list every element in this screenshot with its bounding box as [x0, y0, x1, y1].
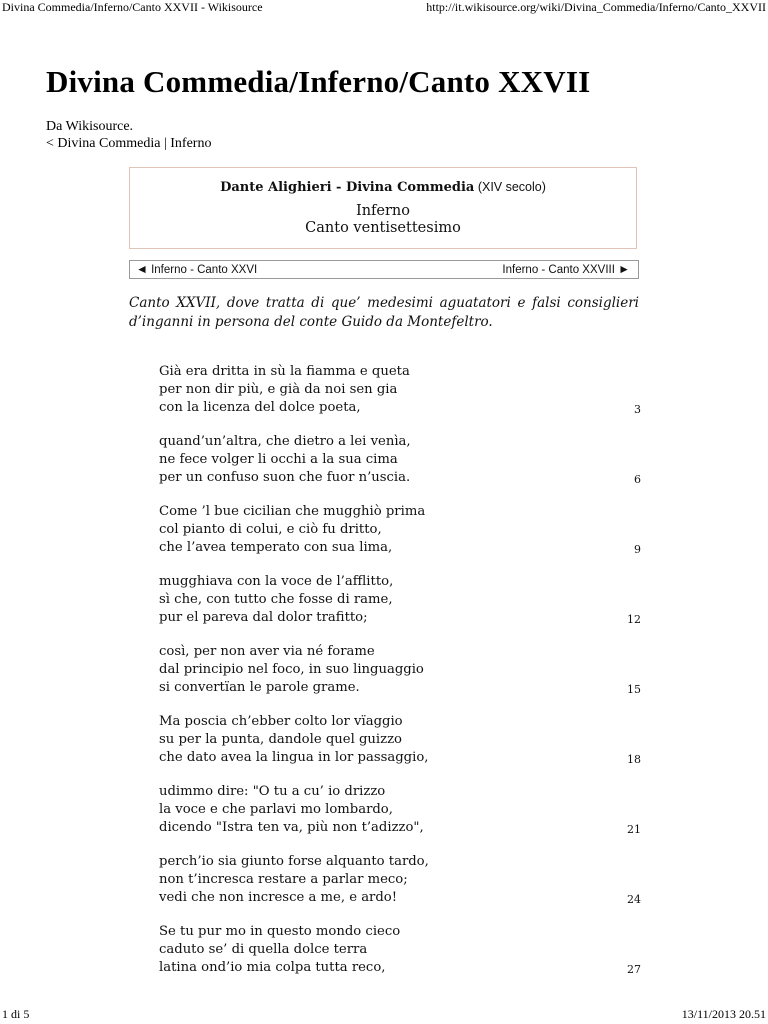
- page-title: Divina Commedia/Inferno/Canto XXVII: [46, 64, 591, 99]
- verse-line: col pianto di colui, e ciò fu dritto,: [159, 522, 382, 537]
- verse-line: latina ond’io mia colpa tutta reco,: [159, 960, 386, 975]
- verse-line: per un confuso suon che fuor n’uscia.: [159, 470, 411, 485]
- tercet: [159, 853, 641, 923]
- verse-line: quand’un’altra, che dietro a lei venìa,: [159, 434, 411, 449]
- tercet: [159, 503, 641, 573]
- verse-line: Già era dritta in sù la fiamma e queta: [159, 364, 410, 379]
- verse-line: vedi che non incresce a me, e ardo!: [159, 890, 398, 905]
- verse-line: pur el pareva dal dolor trafitto;: [159, 610, 368, 625]
- verse-line: la voce e che parlavi mo lombardo,: [159, 802, 393, 817]
- tercet: [159, 643, 641, 713]
- infobox-author-work[interactable]: Dante Alighieri - Divina Commedia: [220, 180, 475, 195]
- verse-number: 15: [627, 683, 641, 696]
- verse-number: 3: [634, 403, 641, 416]
- tercet: [159, 783, 641, 853]
- infobox-author-line: [130, 180, 636, 195]
- verse-number: 6: [634, 473, 641, 486]
- verse-line: dicendo "Istra ten va, più non t’adizzo",: [159, 820, 424, 835]
- print-header-url: http://it.wikisource.org/wiki/Divina_Commedia/Inferno/Canto_XXVII: [426, 0, 766, 14]
- verse-number: 9: [634, 543, 641, 556]
- left-arrow-icon: ◄: [136, 262, 148, 276]
- next-canto-link[interactable]: [502, 262, 630, 276]
- print-footer-datetime: 13/11/2013 20.51: [681, 1007, 766, 1021]
- breadcrumb: [46, 135, 211, 152]
- prev-canto-link[interactable]: [136, 262, 257, 276]
- source-line: Da Wikisource.: [46, 119, 134, 134]
- verses: [159, 363, 641, 993]
- next-canto-label: Inferno - Canto XXVIII: [502, 264, 619, 276]
- verse-line: caduto se’ di quella dolce terra: [159, 942, 368, 957]
- verse-line: Come ’l bue cicilian che mugghiò prima: [159, 504, 426, 519]
- verse-line: su per la punta, dandole quel guizzo: [159, 732, 402, 747]
- tercet: [159, 433, 641, 503]
- verse-line: non t’incresca restare a parlar meco;: [159, 872, 408, 887]
- tercet: [159, 713, 641, 783]
- verse-number: 27: [627, 963, 641, 976]
- verse-number: 12: [627, 613, 641, 626]
- work-infobox: [129, 167, 637, 249]
- breadcrumb-separator: |: [160, 136, 171, 151]
- breadcrumb-link-inferno[interactable]: Inferno: [170, 136, 212, 151]
- print-header-title: Divina Commedia/Inferno/Canto XXVII - Wikisource: [2, 0, 263, 14]
- infobox-canto: Canto ventisettesimo: [305, 220, 461, 236]
- verse-line: così, per non aver via né forame: [159, 644, 375, 659]
- verse-line: si convertïan le parole grame.: [159, 680, 360, 695]
- infobox-cantica: Inferno: [355, 203, 410, 219]
- verse-line: udimmo dire: "O tu a cu’ io drizzo: [159, 784, 386, 799]
- verse-line: perch’io sia giunto forse alquanto tardo,: [159, 854, 429, 869]
- print-footer: [0, 1006, 768, 1024]
- right-arrow-icon: ►: [618, 262, 630, 276]
- verse-line: sì che, con tutto che fosse di rame,: [159, 592, 393, 607]
- verse-line: dal principio nel foco, in suo linguaggio: [159, 662, 424, 677]
- verse-line: ne fece volger li occhi a la sua cima: [159, 452, 398, 467]
- verse-number: 21: [627, 823, 641, 836]
- verse-line: che l’avea temperato con sua lima,: [159, 540, 393, 555]
- verse-line: Se tu pur mo in questo mondo cieco: [159, 924, 401, 939]
- breadcrumb-prefix: <: [46, 136, 58, 151]
- tercet: [159, 573, 641, 643]
- verse-line: per non dir più, e già da noi sen gia: [159, 382, 398, 397]
- subtitle-block: [46, 118, 211, 152]
- verse-line: con la licenza del dolce poeta,: [159, 400, 361, 415]
- print-footer-page: 1 di 5: [2, 1007, 30, 1021]
- breadcrumb-link-divina-commedia[interactable]: Divina Commedia: [57, 136, 161, 151]
- verse-line: mugghiava con la voce de l’afflitto,: [159, 574, 394, 589]
- canto-summary: Canto XXVII, dove tratta di que’ medesimi aguatatori e falsi consiglieri d’inganni in persona del conte Guido da Montefeltro.: [129, 295, 639, 330]
- print-header: [0, 0, 768, 14]
- infobox-century: (XIV secolo): [474, 180, 546, 194]
- prev-canto-label: Inferno - Canto XXVI: [147, 264, 258, 276]
- verse-number: 24: [627, 893, 641, 906]
- verse-line: che dato avea la lingua in lor passaggio,: [159, 750, 429, 765]
- tercet: [159, 923, 641, 993]
- tercet: [159, 363, 641, 433]
- canto-navigation: [129, 260, 639, 279]
- verse-number: 18: [627, 753, 641, 766]
- verse-line: Ma poscia ch’ebber colto lor vïaggio: [159, 714, 403, 729]
